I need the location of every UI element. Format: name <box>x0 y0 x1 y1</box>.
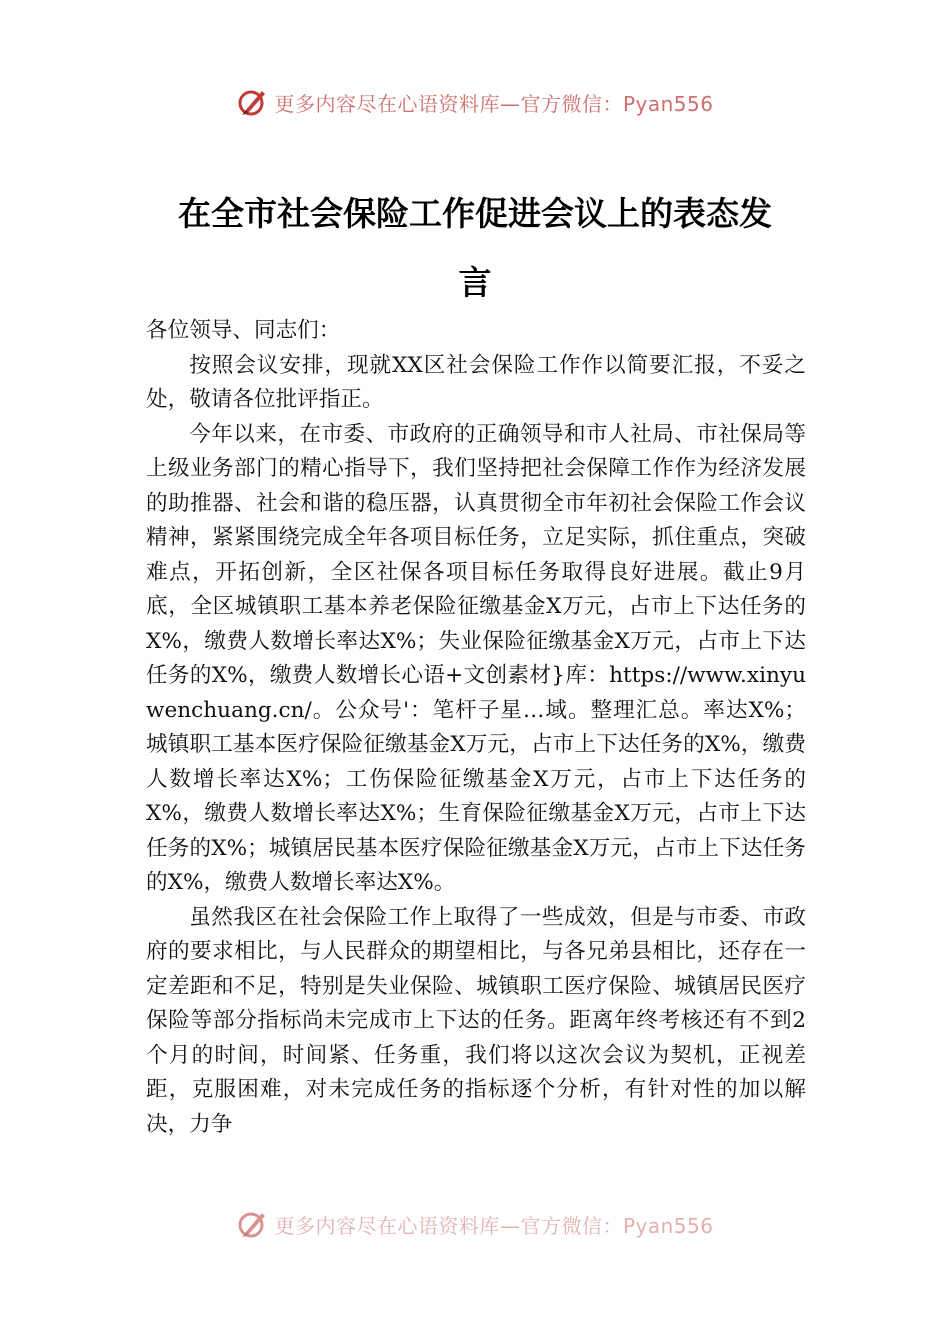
pen-circle-logo-icon <box>236 85 270 119</box>
document-title-line-2: 言 <box>458 263 492 302</box>
document-body <box>146 314 806 1142</box>
document-title-line-1: 在全市社会保险工作促进会议上的表态发 <box>178 194 772 233</box>
header-banner <box>0 82 950 122</box>
footer-banner-text: 更多内容尽在心语资料库—官方微信：Pyan556 <box>274 1213 714 1238</box>
greeting: 各位领导、同志们： <box>146 318 341 343</box>
header-banner-text: 更多内容尽在心语资料库—官方微信：Pyan556 <box>274 91 714 116</box>
paragraph-1: 按照会议安排，现就XX区社会保险工作作以简要汇报，不妥之处，敬请各位批评指正。 <box>146 352 806 412</box>
footer-banner <box>0 1204 950 1244</box>
pen-circle-logo-icon <box>236 1207 270 1241</box>
paragraph-3: 虽然我区在社会保险工作上取得了一些成效，但是与市委、市政府的要求相比，与人民群众的期望相比，与各兄弟县相比，还存在一定差距和不足，特别是失业保险、城镇职工医疗保险、城镇居民医疗保险等部分指标尚未完成市上下达的任务。距离年终考核还有不到2个月的时间，时间紧、任务重，我们将以这次会议为契机，正视差距，克服困难，对未完成任务的指标逐个分析，有针对性的加以解决，力争 <box>146 904 806 1137</box>
paragraph-2: 今年以来，在市委、市政府的正确领导和市人社局、市社保局等上级业务部门的精心指导下，我们坚持把社会保障工作作为经济发展的助推器、社会和谐的稳压器，认真贯彻全市年初社会保险工作会议精神，紧紧围绕完成全年各项目标任务，立足实际，抓住重点，突破难点，开拓创新，全区社保各项目标任务取得良好进展。截止9月底，全区城镇职工基本养老保险征缴基金X万元，占市上下达任务的X%，缴费人数增长率达X%；失业保险征缴基金X万元，占市上下达任务的X%，缴费人数增长心语+文创素材}库：https://www.xinyuwenchuang.cn/。公众号'：笔杆子星…域。整理汇总。率达X%；城镇职工基本医疗保险征缴基金X万元，占市上下达任务的X%，缴费人数增长率达X%；工伤保险征缴基金X万元，占市上下达任务的X%，缴费人数增长率达X%；生育保险征缴基金X万元，占市上下达任务的X%；城镇居民基本医疗保险征缴基金X万元，占市上下达任务的X%，缴费人数增长率达X%。 <box>146 421 806 895</box>
